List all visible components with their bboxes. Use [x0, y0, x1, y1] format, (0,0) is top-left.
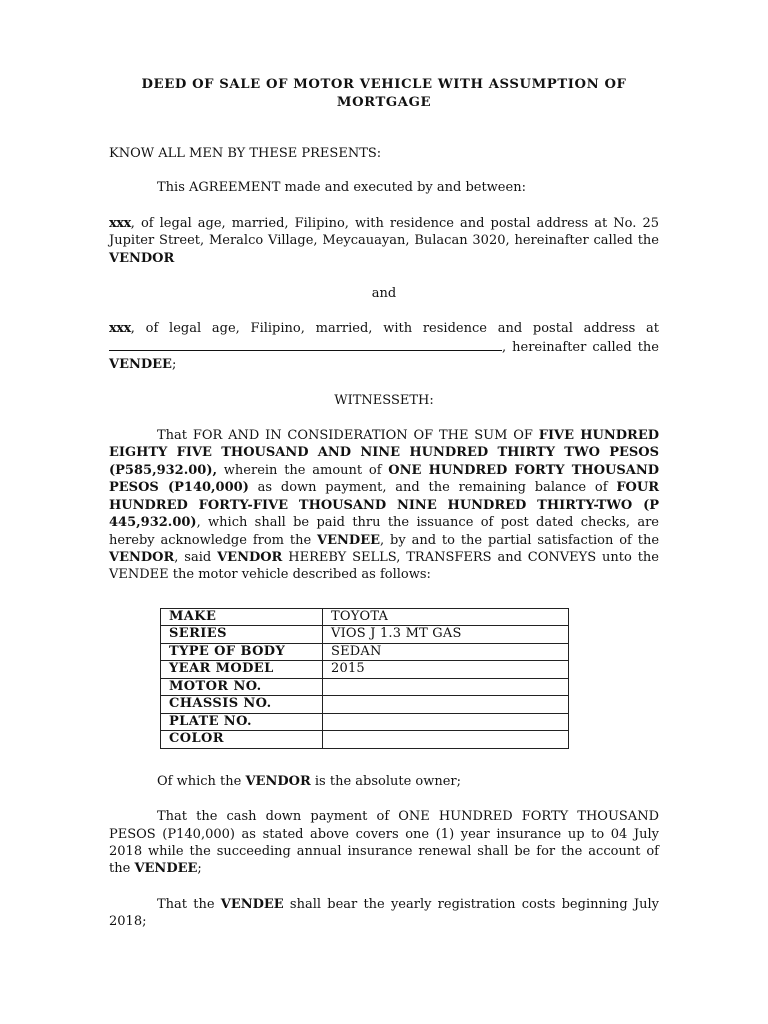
insurance-vendee: VENDEE — [134, 861, 198, 877]
vehicle-label: PLATE NO. — [161, 713, 323, 731]
vendee-address-blank — [109, 338, 502, 351]
insurance-text-2: ; — [197, 861, 202, 877]
vehicle-label: SERIES — [161, 626, 323, 644]
vehicle-value — [323, 678, 569, 696]
vehicle-label: MAKE — [161, 608, 323, 626]
vehicle-value: VIOS J 1.3 MT GAS — [323, 626, 569, 644]
vendee-end: ; — [171, 357, 177, 373]
table-row — [161, 608, 569, 626]
opening-line: KNOW ALL MEN BY THESE PRESENTS: — [109, 146, 382, 161]
table-row — [161, 661, 569, 679]
and-separator: and — [371, 286, 397, 302]
table-row — [161, 713, 569, 731]
witnesseth-heading: WITNESSETH: — [334, 392, 434, 408]
vehicle-value — [323, 696, 569, 714]
vehicle-label: MOTOR NO. — [161, 678, 323, 696]
table-row — [161, 678, 569, 696]
owner-clause — [109, 773, 659, 790]
table-row — [161, 626, 569, 644]
owner-vendor: VENDOR — [245, 773, 311, 789]
total-price: FIVE HUNDRED EIGHTY FIVE THOUSAND AND NINE HUNDRED THIRTY TWO PESOS (P585,932.00), — [109, 428, 660, 478]
down-payment: ONE HUNDRED FORTY THOUSAND PESOS (P140,000) — [109, 462, 659, 496]
consideration-text-5: , by and to the partial satisfaction of the — [380, 532, 660, 548]
owner-text-2: is the absolute owner; — [310, 773, 462, 789]
vehicle-label: COLOR — [161, 731, 323, 749]
consideration-text-7: HEREBY SELLS, TRANSFERS and CONVEYS unto the VENDEE the motor vehicle described as follows: — [109, 549, 659, 583]
vehicle-value: SEDAN — [323, 643, 569, 661]
vendee-role: VENDEE — [109, 357, 172, 373]
vehicle-value — [323, 731, 569, 749]
insurance-text-1: That the cash down payment of ONE HUNDRED FORTY THOUSAND PESOS (P140,000) as stated above covers one (1) year insurance up to 04 July 2018 while the succeeding annual insurance renewal shall be for the account of the — [109, 809, 659, 877]
vehicle-label: CHASSIS NO. — [161, 696, 323, 714]
consideration-vendee: VENDEE — [317, 532, 381, 548]
vendee-party-paragraph — [109, 320, 659, 373]
owner-text-1: Of which the — [157, 773, 246, 789]
vendor-party-text: , of legal age, married, Filipino, with residence and postal address at No. 25 Jupiter Street, Meralco Village, Meycauayan, Bulacan 3020, hereinafter called the — [109, 215, 659, 249]
remaining-balance: FOUR HUNDRED FORTY-FIVE THOUSAND NINE HUNDRED THIRTY-TWO (P 445,932.00) — [109, 480, 660, 531]
vehicle-value: TOYOTA — [323, 608, 569, 626]
vendor-name: xxx — [109, 215, 131, 231]
registration-vendee: VENDEE — [220, 896, 284, 912]
vendor-party-paragraph — [109, 215, 659, 267]
table-row — [161, 731, 569, 749]
registration-text-1: That the — [157, 896, 221, 912]
insurance-clause — [109, 808, 659, 878]
consideration-text-1: That FOR AND IN CONSIDERATION OF THE SUM OF — [157, 428, 539, 444]
vendee-after-blank: , hereinafter called the — [502, 339, 659, 355]
document-title: DEED OF SALE OF MOTOR VEHICLE WITH ASSUMPTION OF MORTGAGE — [141, 77, 627, 110]
consideration-text-6: , said — [174, 549, 218, 565]
table-row — [161, 696, 569, 714]
vehicle-value: 2015 — [323, 661, 569, 679]
vendee-party-text: , of legal age, Filipino, married, with residence and postal address at — [130, 321, 659, 337]
consideration-paragraph — [109, 427, 659, 584]
vehicle-label: YEAR MODEL — [161, 661, 323, 679]
vehicle-label: TYPE OF BODY — [161, 643, 323, 661]
table-row — [161, 643, 569, 661]
consideration-vendor: VENDOR — [109, 549, 175, 565]
registration-text-2: shall bear the yearly registration costs beginning July 2018; — [109, 896, 660, 930]
vehicle-details-table — [160, 608, 569, 749]
vendee-name: xxx — [109, 321, 131, 337]
vendor-role: VENDOR — [109, 250, 175, 266]
vehicle-value — [323, 713, 569, 731]
agreement-intro: This AGREEMENT made and executed by and between: — [157, 180, 526, 196]
consideration-text-3: as down payment, and the remaining balance of — [248, 480, 617, 496]
registration-clause — [109, 896, 659, 931]
consideration-vendor-2: VENDOR — [217, 549, 283, 565]
consideration-text-2: wherein the amount of — [217, 462, 389, 478]
consideration-text-4: , which shall be paid thru the issuance of post dated checks, are hereby acknowledge from the — [109, 515, 659, 548]
